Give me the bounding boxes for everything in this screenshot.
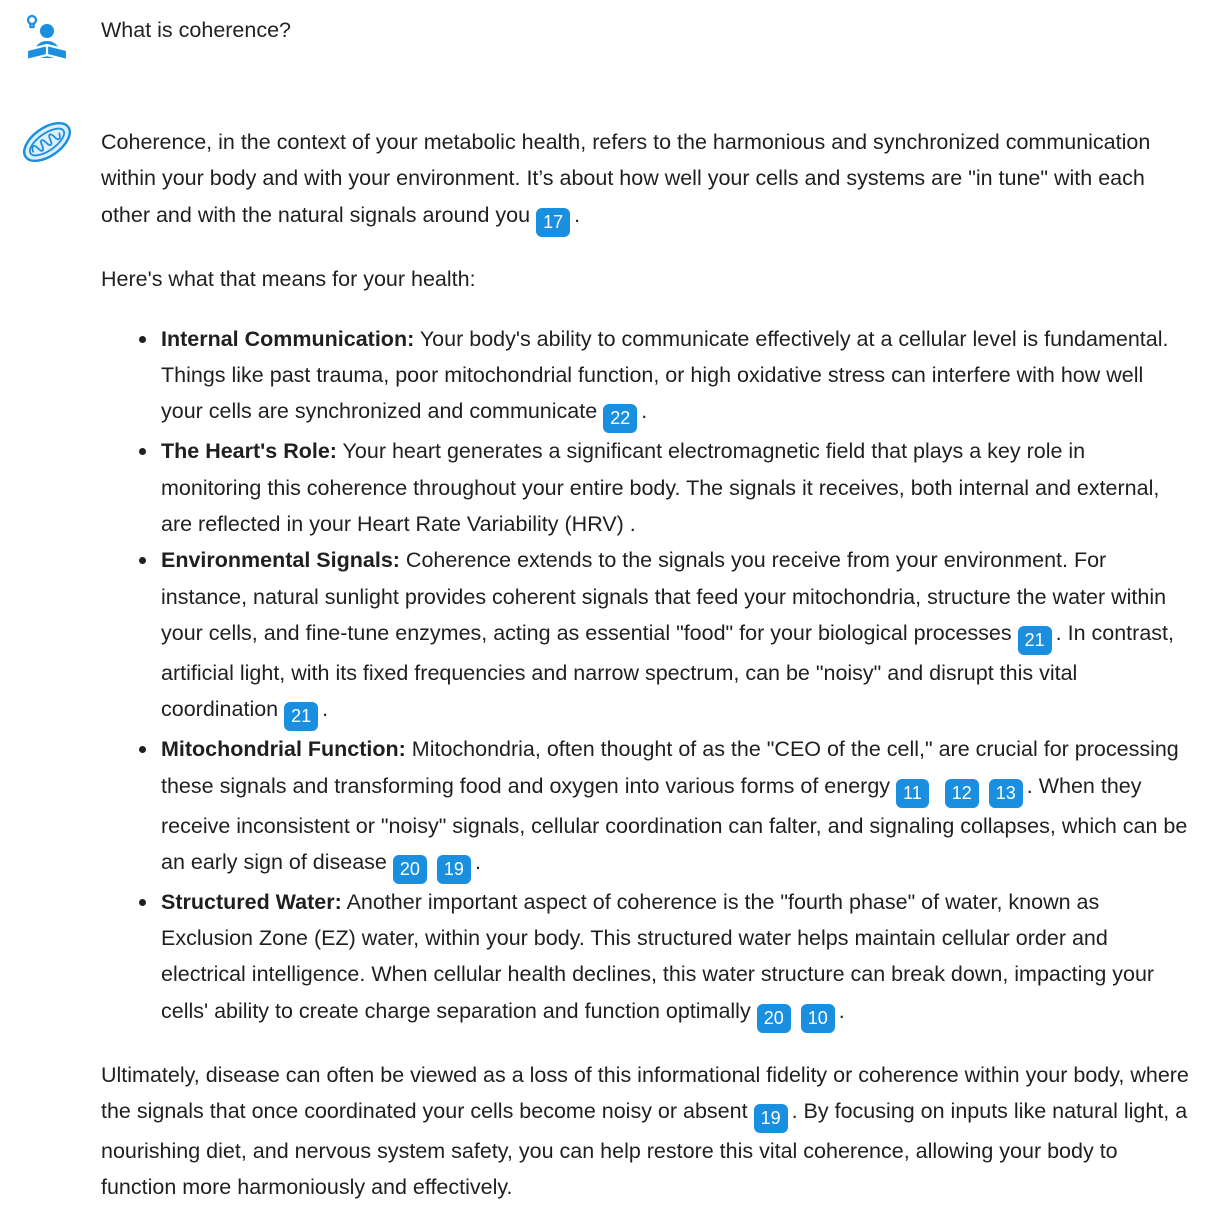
user-question-text: What is coherence? — [101, 18, 292, 42]
citation-badge[interactable]: 19 — [754, 1104, 788, 1133]
citation-badge[interactable]: 22 — [603, 404, 637, 433]
answer-intro: Coherence, in the context of your metabolic health, refers to the harmonious and synchronized communication within your body and with your environment. It’s about how well your cells and systems are "in tune" with each other and with the natural signals around you 17 . — [101, 124, 1191, 237]
citation-badge[interactable]: 20 — [757, 1004, 791, 1033]
answer-conclusion — [101, 1057, 1191, 1206]
answer-lead-in: Here's what that means for your health: — [101, 266, 476, 291]
assistant-answer — [101, 124, 1191, 1206]
conclusion-text: Ultimately, disease can often be viewed as a loss of this informational fidelity or coherence within your body, where the signals that once coordinated your cells become noisy or absent — [101, 1062, 1189, 1124]
bullet-title: Mitochondrial Function: — [161, 737, 406, 762]
person-reading-lightbulb-icon — [22, 14, 70, 62]
citation-badge[interactable]: 17 — [536, 208, 570, 237]
bullet-hearts-role — [161, 433, 1191, 542]
answer-bullet-list — [101, 321, 1191, 1033]
user-message-row — [0, 0, 1222, 70]
bullet-text: Your body's ability to communicate effectively at a cellular level is fundamental. Things like past trauma, poor mitochondrial function, or high oxidative stress can interfere with how well your cells are synchronized and communicate — [161, 326, 1169, 424]
citation-badge[interactable]: 11 — [896, 779, 929, 808]
bullet-text: Mitochondria, often thought of as the "CEO of the cell," are crucial for processing these signals and transforming food and oxygen into various forms of energy — [161, 737, 1179, 798]
bullet-text: Your heart generates a significant electromagnetic field that plays a key role in monitoring this coherence throughout your entire body. The signals it receives, both internal and external, are reflected in your Heart Rate Variability (HRV) . — [161, 439, 1160, 537]
bullet-title: Structured Water: — [161, 889, 342, 914]
citation-badge[interactable]: 10 — [801, 1004, 835, 1033]
bullet-text: . When they receive inconsistent or "noisy" signals, cellular coordination can falter, and signaling collapses, which can be an early sign of disease — [161, 773, 1188, 874]
bullet-text: Coherence extends to the signals you receive from your environment. For instance, natural sunlight provides coherent signals that feed your mitochondria, structure the water within your cells, and fine-tune enzymes, acting as essential "food" for your biological processes — [161, 548, 1167, 645]
bullet-environmental-signals: Environmental Signals: Coherence extends to the signals you receive from your environment. For instance, natural sunlight provides coherent signals that feed your mitochondria, structure the water within your cells, and fine-tune enzymes, acting as essential "food" for your biological processes 21 . In contrast, artificial light, with its fixed frequencies and narrow spectrum, can be "noisy" and disrupt this vital coordination 21 . — [161, 542, 1191, 731]
intro-text: Coherence, in the context of your metabolic health, refers to the harmonious and synchronized communication within your body and with your environment. It’s about how well your cells and systems are "in tune" with each other and with the natural signals around you — [101, 130, 1151, 227]
bullet-title: The Heart's Role: — [161, 439, 337, 464]
citation-badge[interactable]: 20 — [393, 855, 427, 884]
mitochondrion-icon — [18, 116, 76, 168]
bullet-text: . In contrast, artificial light, with its fixed frequencies and narrow spectrum, can be "noisy" and disrupt this vital coordination — [161, 620, 1174, 722]
bullet-title: Environmental Signals: — [161, 548, 400, 573]
citation-badge[interactable]: 13 — [989, 779, 1023, 808]
conclusion-text: . By focusing on inputs like natural light, a nourishing diet, and nervous system safety, you can help restore this vital coherence, allowing your body to function more harmoniously and effectively. — [101, 1099, 1188, 1200]
citation-badge[interactable]: 12 — [945, 779, 979, 808]
bullet-text: Another important aspect of coherence is the "fourth phase" of water, known as Exclusion Zone (EZ) water, within your body. This structured water helps maintain cellular order and electrical intelligence. When cellular health declines, this water structure can break down, impacting your cells' ability to create charge separation and function optimally — [161, 889, 1155, 1023]
bullet-title: Internal Communication: — [161, 326, 415, 351]
citation-badge[interactable]: 19 — [437, 855, 471, 884]
bullet-internal-communication: Internal Communication: Your body's ability to communicate effectively at a cellular level is fundamental. Things like past trauma, poor mitochondrial function, or high oxidative stress can interfere with how well your cells are synchronized and communicate 22 . — [161, 321, 1191, 434]
citation-badge[interactable]: 21 — [284, 702, 318, 731]
citation-badge[interactable]: 21 — [1018, 626, 1052, 655]
bullet-mitochondrial-function: Mitochondrial Function: Mitochondria, often thought of as the "CEO of the cell," are crucial for processing these signals and transforming food and oxygen into various forms of energy 11 12 13 . When they receive inconsistent or "noisy" signals, cellular coordination can falter, and signaling collapses, which can be an early sign of disease 20 19 . — [161, 731, 1191, 884]
bullet-structured-water: Structured Water: Another important aspect of coherence is the "fourth phase" of water, known as Exclusion Zone (EZ) water, within your body. This structured water helps maintain cellular order and electrical intelligence. When cellular health declines, this water structure can break down, impacting your cells' ability to create charge separation and function optimally 20 10 . — [161, 884, 1191, 1033]
